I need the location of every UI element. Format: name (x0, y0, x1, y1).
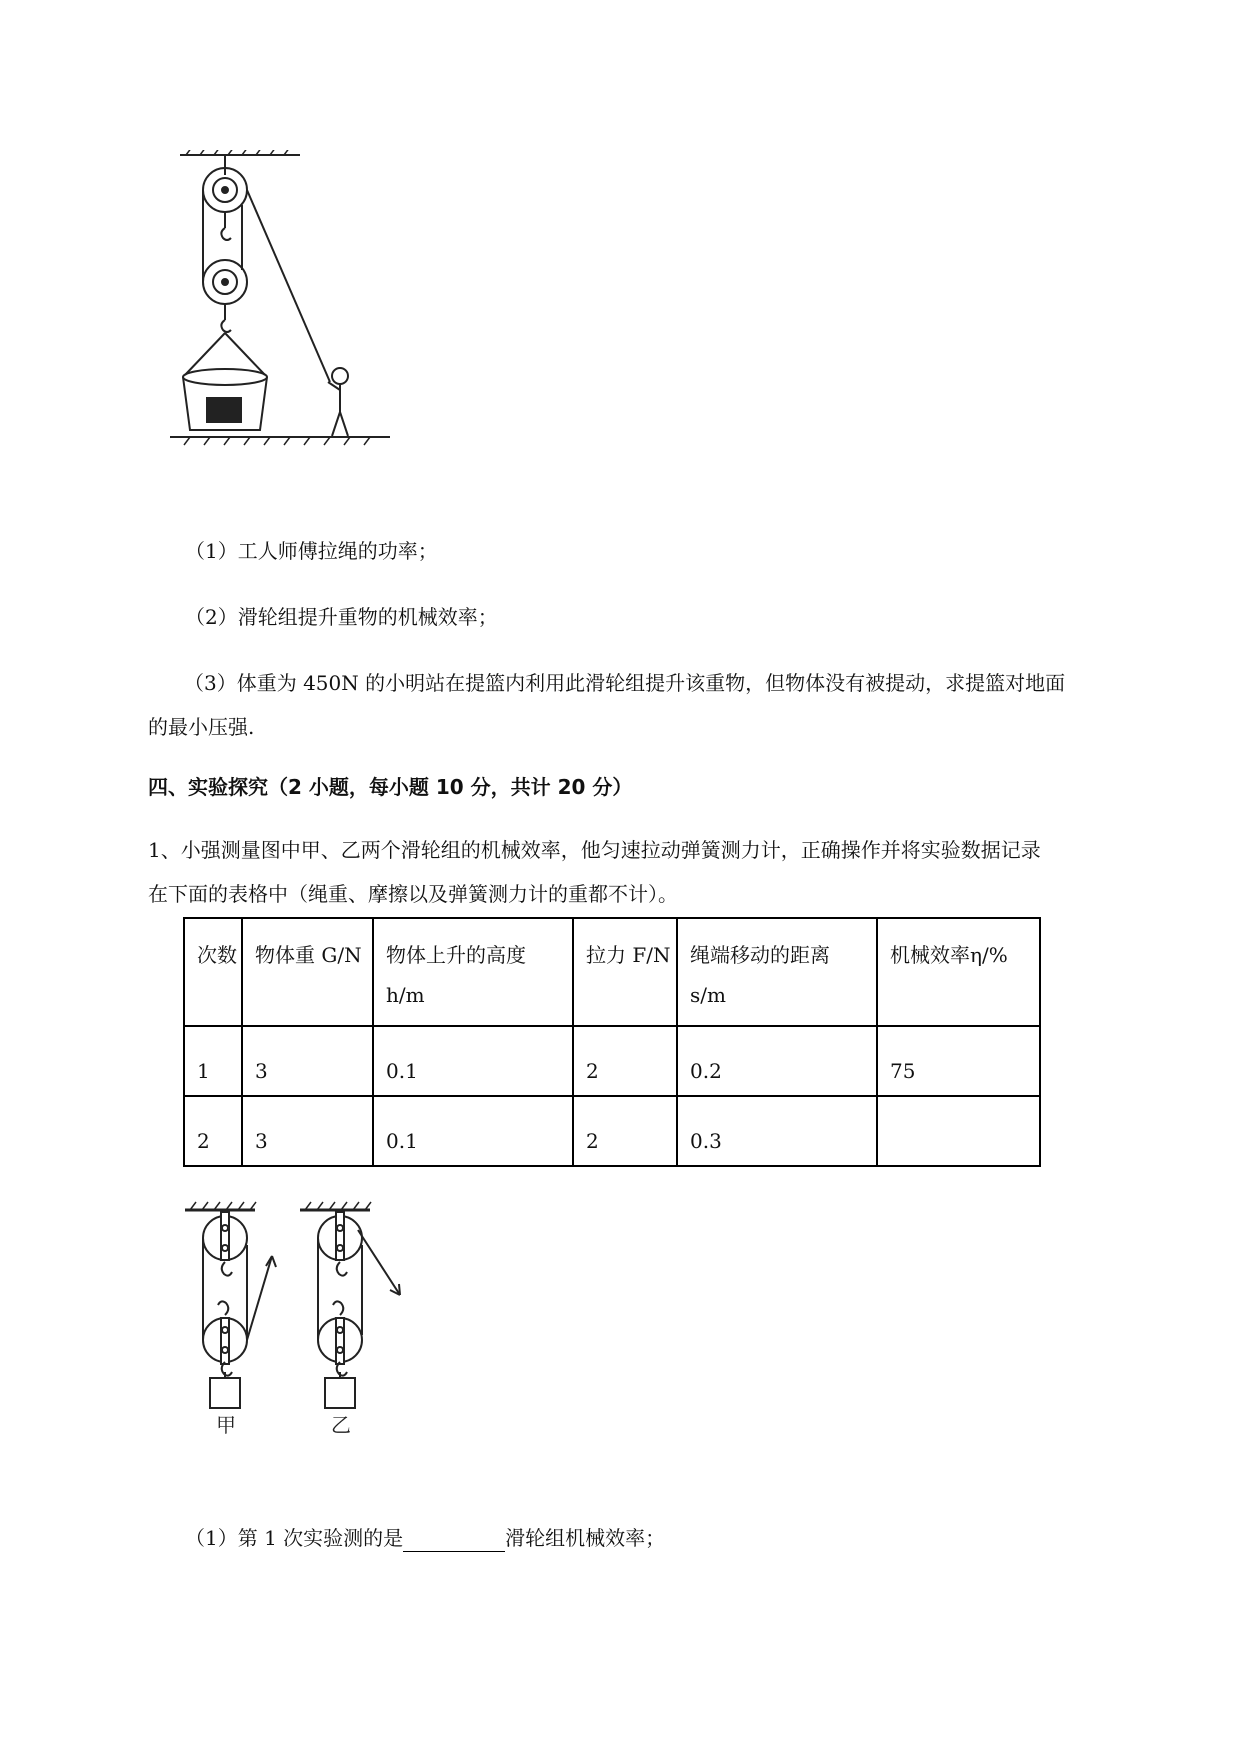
table-cell: 0.3 (677, 1096, 877, 1166)
table-header-row (184, 918, 1040, 1026)
problem-1-line2: 在下面的表格中（绳重、摩擦以及弹簧测力计的重都不计）。 (148, 882, 678, 906)
question-3-line1: （3）体重为 450N 的小明站在提篮内利用此滑轮组提升该重物，但物体没有被提动，求提篮对地面 (184, 671, 1066, 695)
table-cell: 1 (184, 1026, 242, 1096)
table-cell: 3 (242, 1026, 373, 1096)
header-cell: 机械效率η/% (877, 918, 1040, 1026)
problem-1 (148, 828, 1148, 916)
header-cell: 物体上升的高度 h/m (373, 918, 573, 1026)
section-title: 四、实验探究（2 小题，每小题 10 分，共计 20 分） (148, 775, 633, 799)
header-cell: 拉力 F/N (573, 918, 677, 1026)
experiment-table (183, 917, 1041, 1167)
table-cell: 0.1 (373, 1026, 573, 1096)
table-cell: 0.2 (677, 1026, 877, 1096)
table-cell: 2 (573, 1096, 677, 1166)
sub-question-1-before: （1）第 1 次实验测的是 (185, 1526, 404, 1550)
header-cell: 物体重 G/N (242, 918, 373, 1026)
table-cell (877, 1096, 1040, 1166)
problem-1-line1: 1、小强测量图中甲、乙两个滑轮组的机械效率，他匀速拉动弹簧测力计，正确操作并将实验数据记录 (148, 838, 1041, 862)
sub-question-1-after: 滑轮组机械效率； (505, 1526, 666, 1550)
pulley-basket-figure (170, 150, 440, 500)
table-cell: 2 (184, 1096, 242, 1166)
label-yi: 乙 (331, 1413, 351, 1437)
table-row (184, 1026, 1040, 1096)
answer-blank[interactable] (403, 1529, 505, 1552)
table-cell: 3 (242, 1096, 373, 1166)
table-cell: 0.1 (373, 1096, 573, 1166)
header-cell: 次数 (184, 918, 242, 1026)
table-row (184, 1096, 1040, 1166)
pulley-systems-figure (180, 1200, 420, 1485)
sub-question-1 (185, 1524, 665, 1552)
question-1: （1）工人师傅拉绳的功率； (185, 539, 438, 563)
question-2: （2）滑轮组提升重物的机械效率； (185, 605, 498, 629)
label-jia: 甲 (216, 1413, 236, 1437)
question-3-line2: 的最小压强. (148, 715, 255, 739)
table-cell: 2 (573, 1026, 677, 1096)
table-cell: 75 (877, 1026, 1040, 1096)
header-cell: 绳端移动的距离 s/m (677, 918, 877, 1026)
question-3 (148, 661, 1148, 749)
